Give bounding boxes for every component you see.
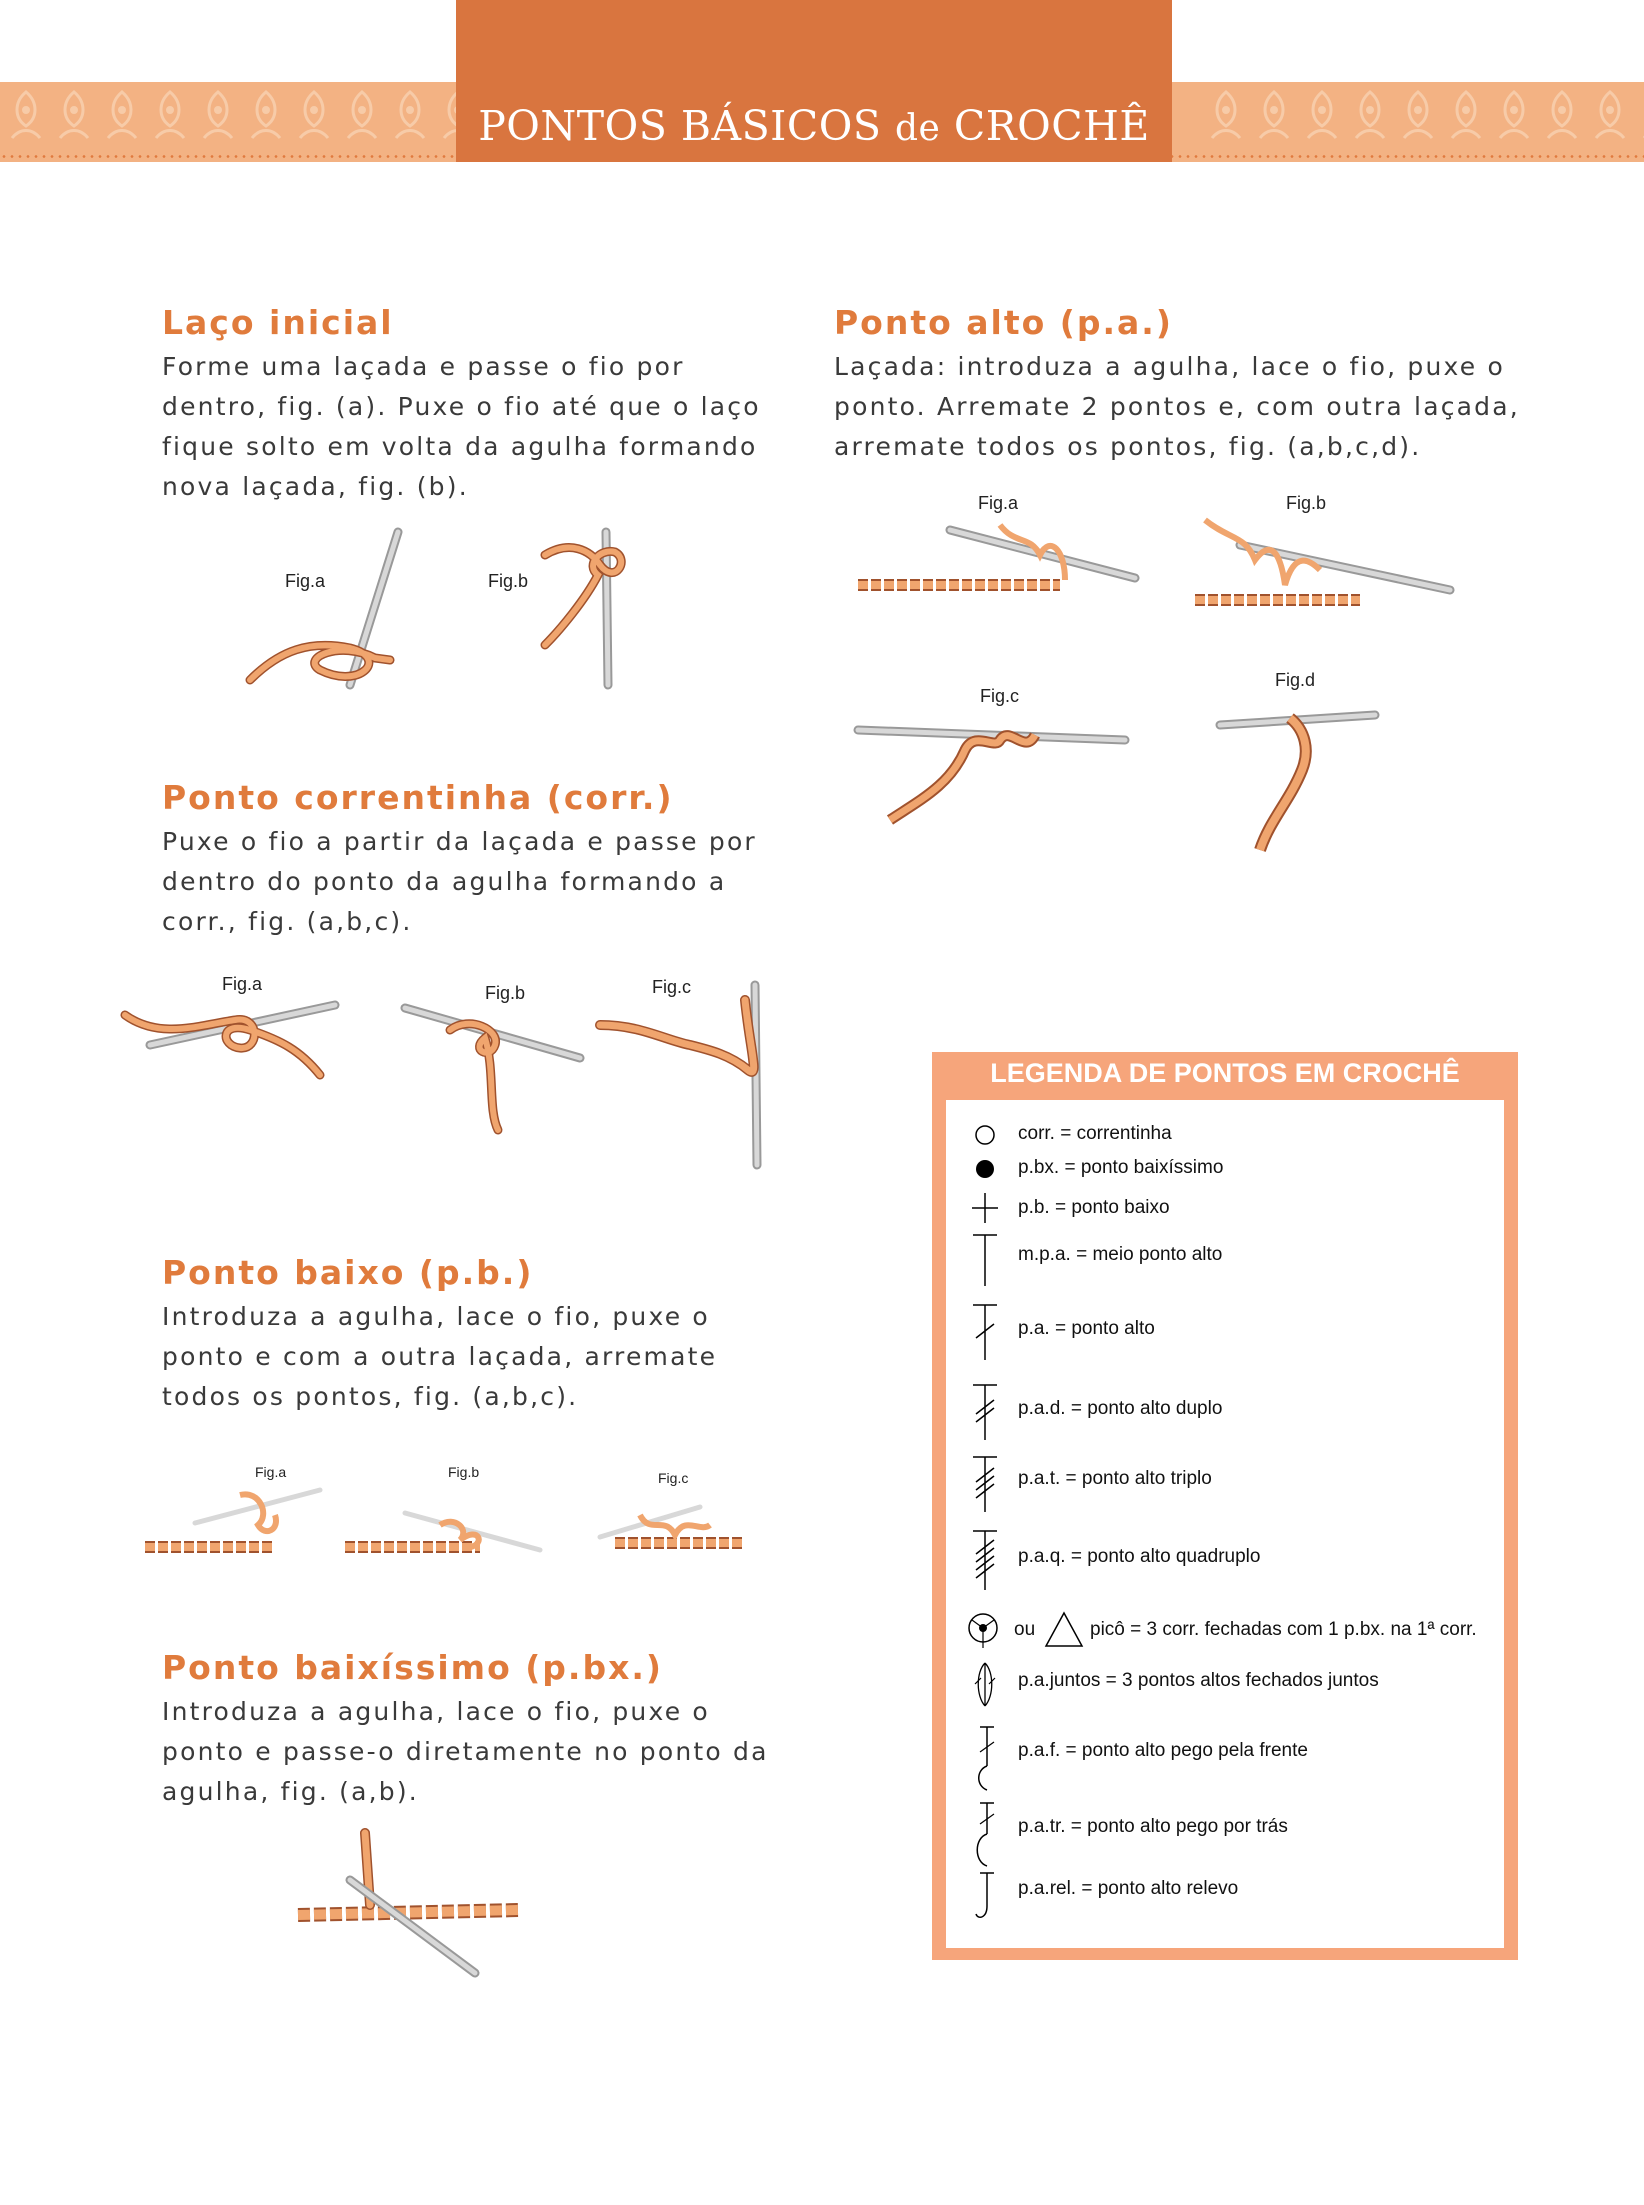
legend-item: p.a.q. = ponto alto quadruplo — [946, 1528, 1504, 1564]
section-text: Introduza a agulha, lace o fio, puxe o ponto e com a outra laçada, arremate todos os pontos, fig. (a,b,c). — [162, 1302, 718, 1412]
figure-ponto-baixo — [140, 1455, 780, 1565]
back-post-icon — [970, 1800, 1000, 1870]
fig-a-label: Fig.a — [285, 571, 326, 591]
section-laco-inicial — [162, 305, 782, 507]
ornament-icon — [198, 88, 238, 146]
section-text: Forme uma laçada e passe o fio por dentro, fig. (a). Puxe o fio até que o laço fique solto em volta da agulha formando nova laçada, fig. (b). — [162, 352, 761, 502]
ornament-icon — [1302, 88, 1342, 146]
triple-crochet-icon — [970, 1454, 1000, 1514]
fig-c-label: Fig.c — [658, 1470, 689, 1486]
ornament-icon — [1638, 88, 1644, 146]
ornament-icon — [1494, 88, 1534, 146]
filled-circle-icon — [970, 1154, 1000, 1184]
picot-icon — [966, 1610, 1000, 1650]
fig-b-label: Fig.b — [1286, 493, 1327, 513]
fig-b-label: Fig.b — [485, 983, 526, 1003]
open-circle-icon — [970, 1120, 1000, 1150]
section-ponto-alto — [834, 305, 1534, 467]
fig-c-label: Fig.c — [980, 686, 1020, 706]
section-title: Ponto baixíssimo (p.bx.) — [162, 1648, 663, 1687]
figure-ponto-alto — [850, 490, 1470, 860]
ornament-icon — [150, 88, 190, 146]
section-text: Introduza a agulha, lace o fio, puxe o ponto e passe-o diretamente no ponto da agulha, fig. (a,b). — [162, 1697, 769, 1807]
section-ponto-correntinha — [162, 780, 782, 942]
triangle-picot-icon — [1044, 1610, 1084, 1650]
treble-crochet-icon — [970, 1382, 1000, 1442]
section-ponto-baixissimo — [162, 1650, 782, 1812]
figure-ponto-correntinha — [120, 970, 800, 1175]
front-post-icon — [970, 1724, 1000, 1794]
section-title: Ponto correntinha (corr.) — [162, 778, 674, 817]
ornament-icon — [1350, 88, 1390, 146]
ornament-icon — [102, 88, 142, 146]
t-bar-icon — [970, 1232, 1000, 1288]
figure-ponto-baixissimo — [290, 1825, 530, 1980]
legend-item: p.a.d. = ponto alto duplo — [946, 1382, 1504, 1418]
fig-a-label: Fig.a — [255, 1464, 287, 1480]
ornament-icon — [1590, 88, 1630, 146]
quadruple-crochet-icon — [970, 1528, 1000, 1592]
ornament-icon — [1254, 88, 1294, 146]
ornament-icon — [1206, 88, 1246, 146]
legend-item: p.a. = ponto alto — [946, 1302, 1504, 1338]
legend-title: LEGENDA DE PONTOS EM CROCHÊ — [990, 1058, 1460, 1088]
legend-item: p.a.t. = ponto alto triplo — [946, 1454, 1504, 1490]
header-title-box — [456, 0, 1172, 162]
section-title: Laço inicial — [162, 303, 394, 342]
ornament-icon — [294, 88, 334, 146]
figure-laco-inicial — [240, 520, 660, 700]
ornament-icon — [1398, 88, 1438, 146]
section-text: Puxe o fio a partir da laçada e passe por dentro do ponto da agulha formando a corr., fig. (a,b,c). — [162, 827, 757, 937]
fig-a-label: Fig.a — [222, 974, 263, 994]
legend-item: corr. = correntinha — [946, 1120, 1504, 1156]
section-title: Ponto baixo (p.b.) — [162, 1253, 534, 1292]
ornament-icon — [6, 88, 46, 146]
legend-item: p.b. = ponto baixo — [946, 1191, 1504, 1227]
section-ponto-baixo — [162, 1255, 782, 1417]
cluster-icon — [970, 1660, 1000, 1708]
ornament-icon — [342, 88, 382, 146]
legend-item: ou picô = 3 corr. fechadas com 1 p.bx. na 1ª corr. — [946, 1610, 1504, 1646]
ornament-icon — [246, 88, 286, 146]
fig-b-label: Fig.b — [488, 571, 529, 591]
legend-item: p.a.rel. = ponto alto relevo — [946, 1870, 1504, 1906]
double-crochet-icon — [970, 1302, 1000, 1362]
fig-a-label: Fig.a — [978, 493, 1019, 513]
ornament-icon — [1542, 88, 1582, 146]
ornament-icon — [54, 88, 94, 146]
relief-stitch-icon — [970, 1870, 1000, 1924]
legend-box — [932, 1052, 1518, 1960]
fig-d-label: Fig.d — [1275, 670, 1316, 690]
ornament-icon — [1446, 88, 1486, 146]
plus-icon — [970, 1191, 1000, 1225]
legend-item: p.a.f. = ponto alto pego pela frente — [946, 1724, 1504, 1760]
legend-item: p.bx. = ponto baixíssimo — [946, 1154, 1504, 1190]
fig-c-label: Fig.c — [652, 977, 692, 997]
page-title: PONTOS BÁSICOS de CROCHÊ — [478, 102, 1150, 150]
legend-item: p.a.tr. = ponto alto pego por trás — [946, 1800, 1504, 1836]
ornament-icon — [390, 88, 430, 146]
section-title: Ponto alto (p.a.) — [834, 303, 1173, 342]
legend-list — [946, 1100, 1504, 1948]
fig-b-label: Fig.b — [448, 1464, 480, 1480]
section-text: Laçada: introduza a agulha, lace o fio, puxe o ponto. Arremate 2 pontos e, com outra laçada, arremate todos os pontos, fig. (a,b,c,d). — [834, 352, 1520, 462]
legend-item: m.p.a. = meio ponto alto — [946, 1232, 1504, 1268]
legend-item: p.a.juntos = 3 pontos altos fechados juntos — [946, 1660, 1504, 1696]
